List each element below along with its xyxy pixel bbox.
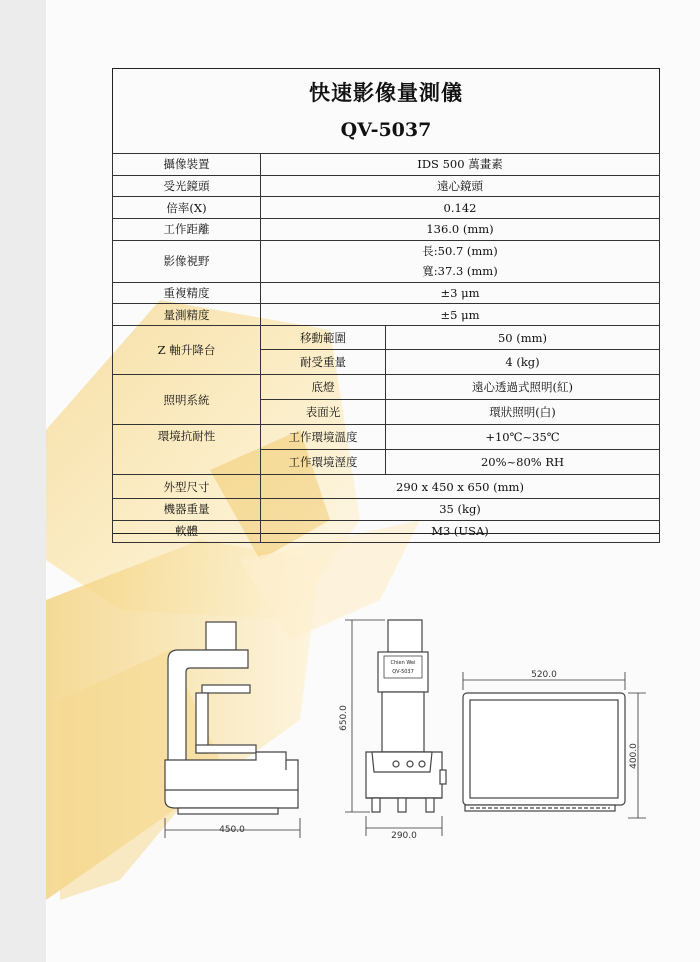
spec-label: 攝像裝置 xyxy=(113,154,261,176)
front-width-label: 290.0 xyxy=(391,831,417,841)
spec-sublabel: 移動範圍 xyxy=(261,326,386,350)
spec-value: 遠心鏡頭 xyxy=(261,175,660,197)
spec-label: 照明系統 xyxy=(113,375,261,425)
side-width-label: 450.0 xyxy=(219,825,245,835)
plate-brand-text: Chien Wei xyxy=(390,660,416,666)
front-height-label: 650.0 xyxy=(339,705,349,731)
spec-value: 0.142 xyxy=(261,197,660,219)
spec-label: 影像視野 xyxy=(113,240,261,282)
spec-label: 受光鏡頭 xyxy=(113,175,261,197)
spec-sublabel: 耐受重量 xyxy=(261,350,386,375)
model-name: QV-5037 xyxy=(340,119,432,141)
page-title: 快速影像量測儀 xyxy=(309,80,463,105)
spec-label: 工作距離 xyxy=(113,219,261,241)
spec-value: IDS 500 萬畫素 xyxy=(261,154,660,176)
fov-width: 寬:37.3 (mm) xyxy=(422,264,498,279)
spec-value: 35 (kg) xyxy=(261,499,660,521)
plate-model-text: QV-5037 xyxy=(392,669,414,675)
spec-value: 136.0 (mm) xyxy=(261,219,660,241)
spec-label: 重複精度 xyxy=(113,282,261,304)
spec-label: 軟體 xyxy=(113,520,261,542)
spec-value: 遠心透過式照明(紅) xyxy=(386,375,660,400)
spec-label: 外型尺寸 xyxy=(113,475,261,499)
spec-value: ±5 μm xyxy=(261,304,660,326)
spec-sublabel: 底燈 xyxy=(261,375,386,400)
spec-sublabel: 工作環境溼度 xyxy=(261,450,386,475)
fov-length: 長:50.7 (mm) xyxy=(422,244,498,259)
spec-label: 倍率(X) xyxy=(113,197,261,219)
monitor-width-label: 520.0 xyxy=(531,670,557,680)
spec-sublabel: 工作環境溫度 xyxy=(261,425,386,450)
spec-value: 環狀照明(白) xyxy=(386,400,660,425)
spec-value: ±3 μm xyxy=(261,282,660,304)
spec-label: 量測精度 xyxy=(113,304,261,326)
spec-sublabel: 表面光 xyxy=(261,400,386,425)
spec-value: 50 (mm) xyxy=(386,326,660,350)
spec-value: 4 (kg) xyxy=(386,350,660,375)
front-view-drawing xyxy=(366,620,446,812)
side-view-drawing xyxy=(165,622,298,814)
monitor-height-label: 400.0 xyxy=(629,743,639,769)
spec-value: 290 x 450 x 650 (mm) xyxy=(261,475,660,499)
spec-value: +10℃~35℃ xyxy=(386,425,660,450)
monitor-drawing xyxy=(463,693,625,811)
spec-value: M3 (USA) xyxy=(261,520,660,542)
spec-label: Z 軸升降台 xyxy=(113,326,261,375)
spec-label: 機器重量 xyxy=(113,499,261,521)
spec-label: 環境抗耐性 xyxy=(113,425,261,475)
spec-value: 20%~80% RH xyxy=(386,450,660,475)
